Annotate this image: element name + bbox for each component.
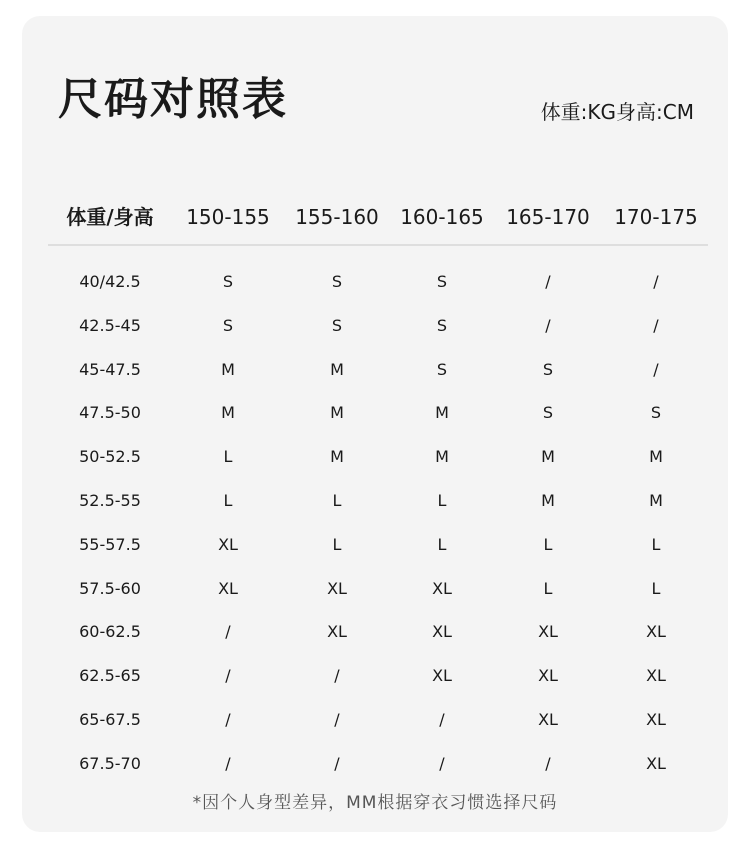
size-cell: / <box>225 709 231 729</box>
table-row <box>22 656 728 700</box>
size-cell: XL <box>538 622 558 642</box>
size-cell: S <box>331 272 343 291</box>
table-row <box>22 306 728 350</box>
size-cell: S <box>542 403 554 423</box>
header-divider <box>48 244 708 246</box>
size-cell: L <box>223 490 233 510</box>
size-cell: XL <box>218 534 238 554</box>
weight-cell: 45-47.5 <box>79 359 141 379</box>
page-title: 尺码对照表 <box>58 74 288 125</box>
weight-cell: 50-52.5 <box>79 447 141 467</box>
size-cell: M <box>541 490 555 510</box>
size-cell: XL <box>432 666 452 686</box>
size-cell: L <box>332 490 342 510</box>
size-cell: / <box>545 753 551 773</box>
size-cell: / <box>653 272 659 291</box>
size-chart-card <box>22 16 728 832</box>
table-row <box>22 437 728 481</box>
size-cell: / <box>225 666 231 686</box>
size-cell: / <box>653 359 659 379</box>
size-cell: M <box>649 447 663 467</box>
size-cell: L <box>543 534 553 554</box>
size-cell: L <box>223 447 233 467</box>
size-cell: / <box>225 622 231 642</box>
size-cell: XL <box>432 578 452 598</box>
weight-cell: 47.5-50 <box>79 403 141 423</box>
size-cell: XL <box>646 622 666 642</box>
size-cell: / <box>545 315 551 335</box>
weight-cell: 57.5-60 <box>79 578 141 598</box>
size-cell: M <box>221 359 235 379</box>
size-cell: / <box>545 272 551 291</box>
size-cell: XL <box>646 753 666 773</box>
table-row <box>22 525 728 569</box>
size-cell: M <box>541 447 555 467</box>
size-cell: S <box>436 272 448 291</box>
size-cell: S <box>436 315 448 335</box>
column-header: 170-175 <box>614 205 698 229</box>
weight-cell: 60-62.5 <box>79 622 141 642</box>
size-cell: L <box>437 534 447 554</box>
size-cell: M <box>330 359 344 379</box>
table-header-row <box>22 202 728 232</box>
size-cell: XL <box>538 709 558 729</box>
unit-note: 体重:KG身高:CM <box>540 100 694 124</box>
size-cell: XL <box>327 622 347 642</box>
weight-cell: 42.5-45 <box>79 315 141 335</box>
size-cell: S <box>222 315 234 335</box>
table-row <box>22 569 728 613</box>
size-cell: S <box>331 315 343 335</box>
column-header: 155-160 <box>295 205 379 229</box>
size-cell: M <box>330 403 344 423</box>
size-cell: L <box>543 578 553 598</box>
size-cell: S <box>436 359 448 379</box>
table-row <box>22 744 728 788</box>
table-row <box>22 393 728 437</box>
size-cell: XL <box>218 578 238 598</box>
size-cell: L <box>651 534 661 554</box>
weight-cell: 40/42.5 <box>79 272 141 291</box>
size-cell: / <box>334 709 340 729</box>
size-cell: XL <box>432 622 452 642</box>
weight-cell: 62.5-65 <box>79 666 141 686</box>
size-cell: S <box>222 272 234 291</box>
size-cell: M <box>330 447 344 467</box>
table-body <box>22 262 728 788</box>
corner-header: 体重/身高 <box>66 205 154 229</box>
size-cell: / <box>334 666 340 686</box>
size-cell: L <box>437 490 447 510</box>
size-cell: / <box>439 753 445 773</box>
size-cell: M <box>649 490 663 510</box>
footnote: *因个人身型差异，MM根据穿衣习惯选择尺码 <box>192 793 558 813</box>
size-cell: L <box>651 578 661 598</box>
size-cell: / <box>225 753 231 773</box>
size-cell: / <box>334 753 340 773</box>
size-cell: XL <box>646 709 666 729</box>
size-cell: M <box>435 447 449 467</box>
weight-cell: 52.5-55 <box>79 490 141 510</box>
size-cell: XL <box>327 578 347 598</box>
size-cell: XL <box>646 666 666 686</box>
size-cell: M <box>221 403 235 423</box>
table-row <box>22 481 728 525</box>
size-cell: / <box>439 709 445 729</box>
size-cell: M <box>435 403 449 423</box>
size-cell: / <box>653 315 659 335</box>
table-row <box>22 612 728 656</box>
size-cell: L <box>332 534 342 554</box>
table-row <box>22 350 728 394</box>
table-row <box>22 700 728 744</box>
weight-cell: 67.5-70 <box>79 753 141 773</box>
size-cell: S <box>542 359 554 379</box>
table-row <box>22 262 728 306</box>
column-header: 150-155 <box>186 205 270 229</box>
size-cell: XL <box>538 666 558 686</box>
column-header: 160-165 <box>400 205 484 229</box>
weight-cell: 55-57.5 <box>79 534 141 554</box>
column-header: 165-170 <box>506 205 590 229</box>
size-cell: S <box>650 403 662 423</box>
weight-cell: 65-67.5 <box>79 709 141 729</box>
